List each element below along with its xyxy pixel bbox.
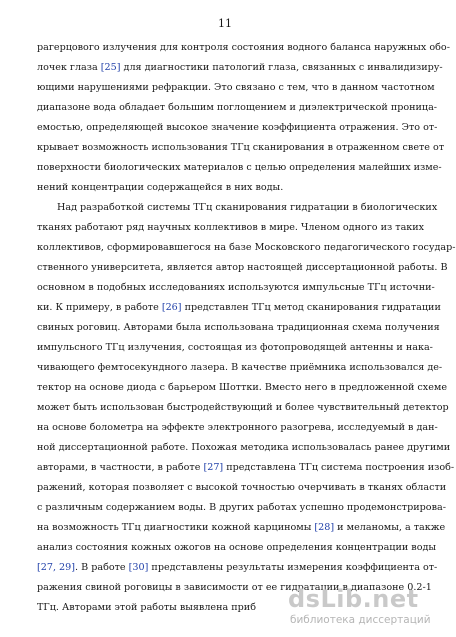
text-line bbox=[37, 398, 449, 418]
watermark bbox=[288, 585, 438, 629]
text-line bbox=[37, 258, 448, 278]
text-line bbox=[37, 178, 420, 198]
text-run: ной диссертационной работе. Похожая методика использовалась ранее другими bbox=[37, 442, 451, 453]
citation-link[interactable]: [27, 29] bbox=[37, 562, 76, 573]
text-run: ражения свиной роговицы в зависимости от ее гидратации в диапазоне 0.2-1 bbox=[37, 582, 432, 593]
text-line bbox=[37, 558, 438, 578]
citation-link[interactable]: [26] bbox=[161, 302, 182, 313]
text-run: тектор на основе диода с барьером Шоттки. Вместо него в предложенной схеме bbox=[37, 382, 448, 393]
text-run: емостью, определяющей высокое значение коэффициента отражения. Это от- bbox=[37, 122, 438, 133]
text-line bbox=[37, 358, 443, 378]
text-run: ющими нарушениями рефракции. Это связано с тем, что в данном частотном bbox=[37, 82, 435, 93]
text-line bbox=[37, 378, 448, 398]
text-run: рагерцового излучения для контроля состояния водного баланса наружных обо- bbox=[37, 42, 450, 53]
text-run: Над разработкой системы ТГц сканирования гидратации в биологических bbox=[57, 202, 438, 213]
text-run: коллективов, сформировавшегося на базе Московского педагогического государ- bbox=[37, 242, 456, 253]
text-run: свиных роговиц. Авторами была использована традиционная схема получения bbox=[37, 322, 440, 333]
text-run: с различным содержанием воды. В других работах успешно продемонстрирова- bbox=[37, 502, 446, 513]
text-line bbox=[37, 158, 442, 178]
text-run: чивающего фемтосекундного лазера. В качестве приёмника использовался де- bbox=[37, 362, 443, 373]
text-run: импульсного ТГц излучения, состоящая из фотопроводящей антенны и нака- bbox=[37, 342, 433, 353]
citation-link[interactable]: [25] bbox=[100, 62, 121, 73]
text-run: поверхности биологических материалов с целью определения малейших изме- bbox=[37, 162, 442, 173]
document-body bbox=[37, 38, 456, 618]
text-line bbox=[37, 498, 446, 518]
text-run: авторами, в частности, в работе bbox=[37, 462, 204, 473]
text-line bbox=[37, 298, 441, 318]
page-number: 11 bbox=[218, 17, 232, 30]
text-run: представлен ТГц метод сканирования гидратации bbox=[181, 302, 441, 313]
text-line bbox=[37, 218, 425, 238]
text-run: нений концентрации содержащейся в них воды. bbox=[37, 182, 284, 193]
text-line bbox=[37, 538, 437, 558]
text-run: основном в подобных исследованиях используются импульсные ТГц источни- bbox=[37, 282, 435, 293]
text-line bbox=[37, 198, 438, 218]
text-line bbox=[37, 118, 438, 138]
text-line bbox=[37, 458, 455, 478]
text-run: крывает возможность использования ТГц сканирования в отраженном свете от bbox=[37, 142, 445, 153]
text-line bbox=[37, 418, 438, 438]
text-run: диапазоне вода обладает большим поглощением и диэлектрической проница- bbox=[37, 102, 438, 113]
text-line bbox=[37, 98, 438, 118]
text-line bbox=[37, 238, 456, 258]
citation-link[interactable]: [28] bbox=[314, 522, 335, 533]
text-run: и меланомы, а также bbox=[334, 522, 446, 533]
text-line bbox=[37, 518, 446, 538]
text-run: представлены результаты измерения коэффициента от- bbox=[148, 562, 438, 573]
text-run: ственного университета, является автор настоящей диссертационной работы. В bbox=[37, 262, 448, 273]
citation-link[interactable]: [30] bbox=[128, 562, 149, 573]
text-line bbox=[37, 78, 435, 98]
text-run: ражений, которая позволяет с высокой точностью очерчивать в тканях области bbox=[37, 482, 447, 493]
text-line bbox=[37, 438, 451, 458]
text-run: на основе болометра на эффекте электронного разогрева, исследуемый в дан- bbox=[37, 422, 438, 433]
citation-link[interactable]: [27] bbox=[203, 462, 224, 473]
text-run: анализ состояния кожных ожогов на основе определения концентрации воды bbox=[37, 542, 437, 553]
text-line bbox=[37, 318, 440, 338]
text-run: представлена ТГц система построения изоб- bbox=[223, 462, 455, 473]
text-run: может быть использован быстродействующий и более чувствительный детектор bbox=[37, 402, 449, 413]
text-run: на возможность ТГц диагностики кожной карциномы bbox=[37, 522, 315, 533]
text-line bbox=[37, 58, 443, 78]
text-run: ТГц. Авторами этой работы выявлена приб bbox=[37, 602, 256, 613]
text-run: для диагностики патологий глаза, связанных с инвалидизиру- bbox=[120, 62, 443, 73]
text-line bbox=[37, 138, 445, 158]
text-run: . В работе bbox=[75, 562, 129, 573]
watermark-tagline: библиотека диссертаций bbox=[290, 614, 431, 626]
text-run: лочек глаза bbox=[37, 62, 101, 73]
watermark-logo: dsLib.net bbox=[288, 585, 419, 613]
text-line bbox=[37, 338, 433, 358]
text-line bbox=[37, 38, 450, 58]
text-line bbox=[37, 478, 447, 498]
text-run: тканях работают ряд научных коллективов в мире. Членом одного из таких bbox=[37, 222, 425, 233]
text-line bbox=[37, 278, 435, 298]
text-run: ки. К примеру, в работе bbox=[37, 302, 162, 313]
